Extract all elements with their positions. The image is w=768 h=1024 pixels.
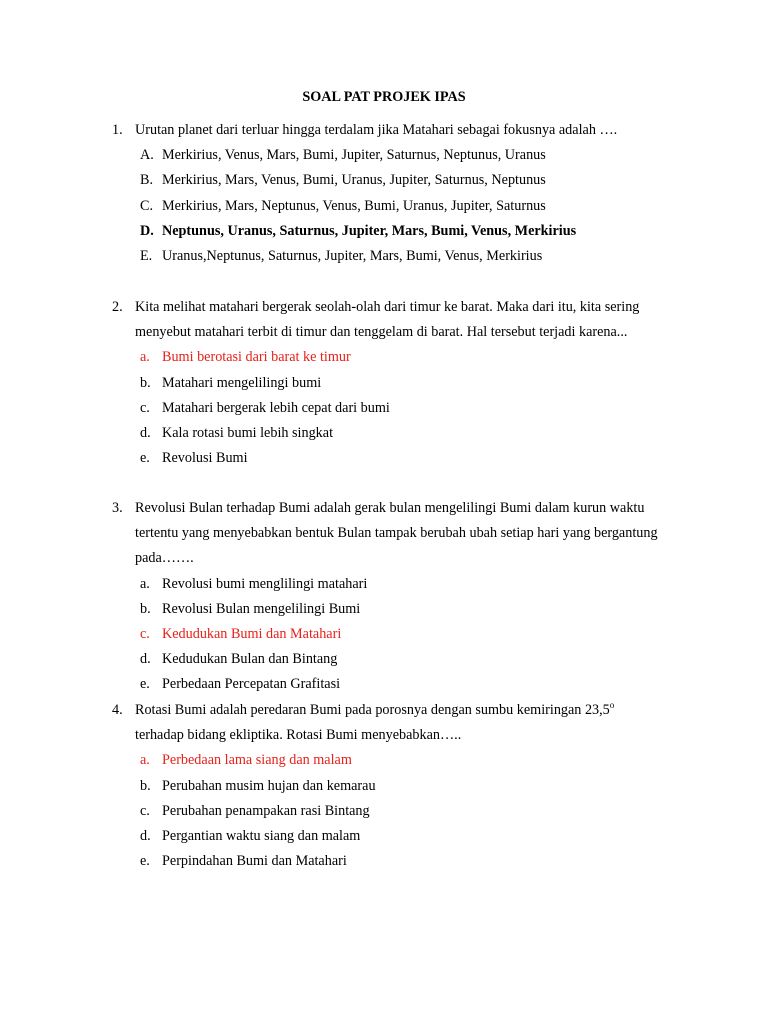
option-text: Kedudukan Bumi dan Matahari [162,626,342,643]
option-text: Perbedaan lama siang dan malam [162,752,352,769]
question-text: Kita melihat matahari bergerak seolah-olah dari timur ke barat. Maka dari itu, kita sering menyebut matahari terbit di timur dan tenggelam di barat. Hal tersebut terjadi karena... [135,299,640,341]
page-title: SOAL PAT PROJEK IPAS [302,89,466,105]
option-b [140,371,682,396]
option-text: Kala rotasi bumi lebih singkat [162,425,334,442]
option-c [140,799,682,824]
option-letter: d. [140,651,151,668]
option-list [140,748,682,874]
option-letter: C. [140,197,154,214]
option-b [140,597,682,622]
option-e [140,446,682,471]
option-text: Kedudukan Bulan dan Bintang [162,651,338,668]
option-c-answer [140,622,682,647]
option-letter: c. [140,802,150,819]
option-text: Bumi berotasi dari barat ke timur [162,349,351,366]
option-letter: e. [140,853,150,870]
option-letter: b. [140,777,151,794]
option-a-answer [140,345,682,370]
question-1 [112,118,682,269]
question-number: 4. [112,702,123,718]
option-text: Merkirius, Venus, Mars, Bumi, Jupiter, Saturnus, Neptunus, Uranus [162,147,546,164]
option-letter: a. [140,349,150,366]
option-e [140,849,682,874]
question-number: 3. [112,500,123,516]
degree-superscript: o [609,700,615,710]
option-text: Merkirius, Mars, Venus, Bumi, Uranus, Jupiter, Saturnus, Neptunus [162,172,546,189]
option-text: Perpindahan Bumi dan Matahari [162,853,347,870]
option-letter: d. [140,828,151,845]
option-letter: E. [140,248,153,265]
option-letter: a. [140,575,150,592]
option-text: Revolusi Bulan mengelilingi Bumi [162,600,361,617]
question-3 [112,496,682,698]
option-text: Perubahan penampakan rasi Bintang [162,802,370,819]
option-letter: b. [140,374,151,391]
question-text-continued: terhadap bidang ekliptika. Rotasi Bumi menyebabkan….. [135,727,462,744]
option-a-answer [140,748,682,773]
question-text-main: Rotasi Bumi adalah peredaran Bumi pada porosnya dengan sumbu kemiringan 23,5 [135,702,610,718]
option-text: Perubahan musim hujan dan kemarau [162,777,376,794]
option-d [140,824,682,849]
option-letter: A. [140,147,154,164]
question-4 [112,698,682,874]
option-letter: a. [140,752,150,769]
option-text: Revolusi bumi menglilingi matahari [162,575,368,592]
option-c [140,396,682,421]
option-letter: c. [140,399,150,416]
option-letter: D. [140,222,154,239]
option-text: Matahari mengelilingi bumi [162,374,322,391]
option-list [140,572,682,698]
question-text [135,698,682,748]
question-text: Urutan planet dari terluar hingga terdalam jika Matahari sebagai fokusnya adalah …. [135,122,618,138]
option-text: Perbedaan Percepatan Grafitasi [162,676,341,693]
option-text: Neptunus, Uranus, Saturnus, Jupiter, Mars, Bumi, Venus, Merkirius [162,222,577,239]
option-d [140,421,682,446]
option-list [140,143,682,269]
option-list [140,345,682,471]
question-text: Revolusi Bulan terhadap Bumi adalah gerak bulan mengelilingi Bumi dalam kurun waktu tertentu yang menyebabkan bentuk Bulan tampak berubah ubah setiap hari yang bergantung pada……. [135,500,658,567]
option-e [140,672,682,697]
option-text: Matahari bergerak lebih cepat dari bumi [162,399,390,416]
question-2 [112,295,682,471]
option-b [140,168,682,193]
option-letter: c. [140,626,150,643]
option-letter: e. [140,676,150,693]
option-text: Uranus,Neptunus, Saturnus, Jupiter, Mars, Bumi, Venus, Merkirius [162,248,543,265]
option-letter: B. [140,172,154,189]
question-number: 2. [112,299,123,315]
option-text: Merkirius, Mars, Neptunus, Venus, Bumi, Uranus, Jupiter, Saturnus [162,197,546,214]
option-b [140,774,682,799]
option-text: Pergantian waktu siang dan malam [162,828,361,845]
option-d [140,647,682,672]
option-c [140,194,682,219]
option-a [140,143,682,168]
option-letter: d. [140,425,151,442]
option-text: Revolusi Bumi [162,450,248,467]
question-number: 1. [112,122,123,138]
option-a [140,572,682,597]
option-e [140,244,682,269]
option-d-answer [140,219,682,244]
option-letter: b. [140,600,151,617]
option-letter: e. [140,450,150,467]
